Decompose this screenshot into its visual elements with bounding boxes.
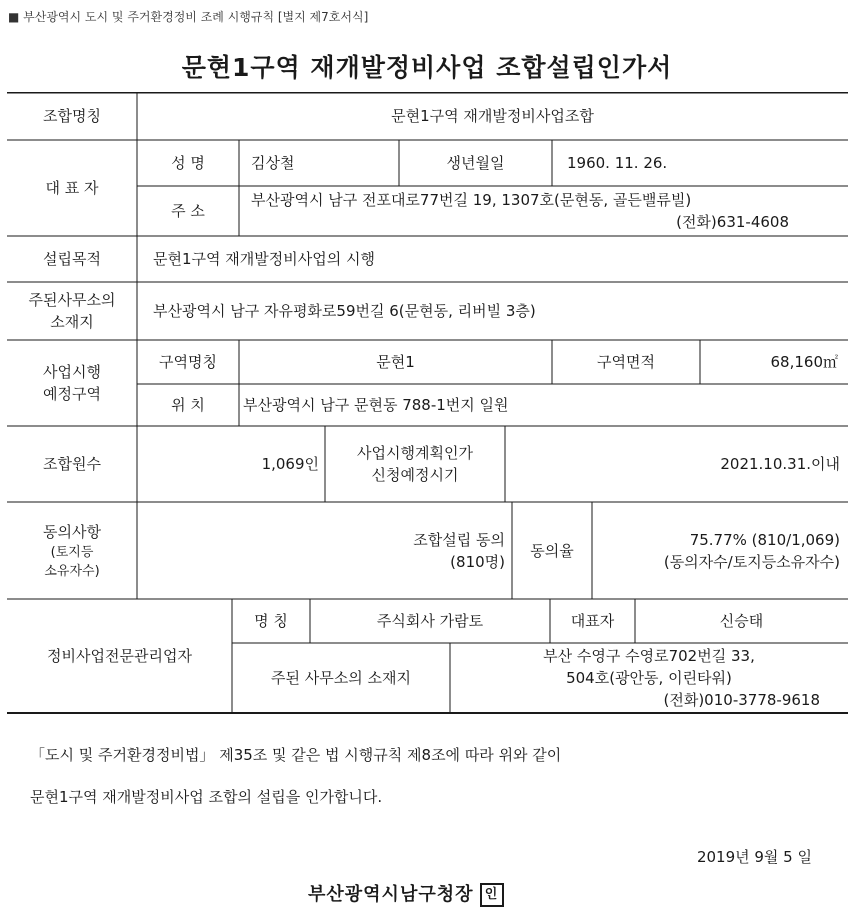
- members-label: 조합원수: [43, 455, 101, 473]
- plan-schedule-label-line-1: 사업시행계획인가: [357, 444, 473, 462]
- union-name-value: 문현1구역 재개발정비사업조합: [391, 107, 594, 125]
- purpose-value: 문현1구역 재개발정비사업의 시행: [153, 250, 375, 268]
- manager-office-line-2: 504호(광안동, 이린타워): [566, 669, 732, 687]
- seal-stamp: 인: [480, 883, 504, 907]
- manager-office-phone: (전화)010-3778-9618: [663, 691, 820, 709]
- approval-statement-line-2: 문현1구역 재개발정비사업 조합의 설립을 인가합니다.: [30, 788, 383, 806]
- consent-description-line-2: (810명): [450, 552, 505, 571]
- office-label-line-1: 주된사무소의: [28, 291, 116, 309]
- consent-label-line-3: 소유자수): [44, 563, 100, 579]
- consent-rate-value: [592, 502, 840, 599]
- zone-location-label: 위 치: [171, 396, 205, 414]
- consent-description: [137, 502, 505, 599]
- form-reference-note: ■ 부산광역시 도시 및 주거환경정비 조례 시행규칙 [별지 제7호서식]: [8, 10, 369, 24]
- zone-label-line-2: 예정구역: [43, 385, 101, 403]
- manager-office-line-1: 부산 수영구 수영로702번길 33,: [543, 647, 755, 665]
- consent-description-line-1: 조합설립 동의: [413, 530, 505, 549]
- manager-name-value: 주식회사 가람토: [376, 612, 484, 630]
- document-title: 문현1구역 재개발정비사업 조합설립인가서: [181, 53, 673, 82]
- zone-label-line-1: 사업시행: [43, 363, 101, 381]
- rep-name-value: 김상철: [251, 154, 295, 172]
- rep-phone-value: (전화)631-4608: [676, 213, 789, 231]
- consent-rate-line-1: 75.77% (810/1,069): [689, 530, 840, 549]
- consent-rate-label: 동의율: [530, 541, 574, 560]
- union-name-label: 조합명칭: [43, 107, 101, 125]
- issuing-authority: [308, 880, 504, 907]
- consent-label-line-1: 동의사항: [43, 522, 101, 541]
- office-label: [7, 282, 137, 340]
- manager-office-value: [450, 643, 848, 713]
- office-value: 부산광역시 남구 자유평화로59번길 6(문현동, 리버빌 3층): [153, 302, 536, 320]
- zone-area-label: 구역면적: [597, 353, 655, 371]
- plan-schedule-label-line-2: 신청예정시기: [371, 466, 459, 484]
- rep-birth-value: 1960. 11. 26.: [567, 154, 668, 172]
- rep-birth-label: 생년월일: [446, 154, 505, 172]
- consent-rate-line-2: (동의자수/토지등소유자수): [663, 552, 840, 571]
- members-count: 1,069인: [261, 455, 319, 473]
- zone-location-value: 부산광역시 남구 문현동 788-1번지 일원: [243, 396, 509, 414]
- zone-area-value: 68,160㎡: [770, 353, 838, 371]
- representative-label: 대 표 자: [45, 179, 99, 197]
- manager-office-label: 주된 사무소의 소재지: [271, 669, 411, 687]
- zone-name-value: 문현1: [376, 353, 415, 371]
- manager-label: 정비사업전문관리업자: [47, 647, 192, 665]
- approval-form-table: [7, 92, 848, 714]
- issue-date: 2019년 9월 5 일: [696, 848, 812, 866]
- purpose-label: 설립목적: [43, 250, 101, 268]
- rep-address-value: 부산광역시 남구 전포대로77번길 19, 1307호(문현동, 골든밸류빌): [251, 191, 692, 209]
- manager-name-label: 명 칭: [254, 612, 288, 630]
- plan-schedule-value: 2021.10.31.이내: [720, 455, 840, 473]
- manager-rep-value: 신승태: [719, 612, 764, 630]
- approval-statement-line-1: 「도시 및 주거환경정비법」 제35조 및 같은 법 시행규칙 제8조에 따라 위와 같이: [30, 746, 562, 764]
- zone-name-label: 구역명칭: [159, 353, 217, 371]
- zone-label: [7, 340, 137, 426]
- consent-label: [7, 502, 137, 599]
- rep-address-label: 주 소: [171, 202, 205, 220]
- rep-name-label: 성 명: [171, 154, 205, 172]
- office-label-line-2: 소재지: [50, 313, 94, 331]
- consent-label-line-2: (토지등: [50, 544, 94, 560]
- plan-schedule-label: [325, 426, 505, 502]
- manager-rep-label: 대표자: [570, 612, 615, 630]
- authority-name: 부산광역시남구청장: [308, 884, 474, 905]
